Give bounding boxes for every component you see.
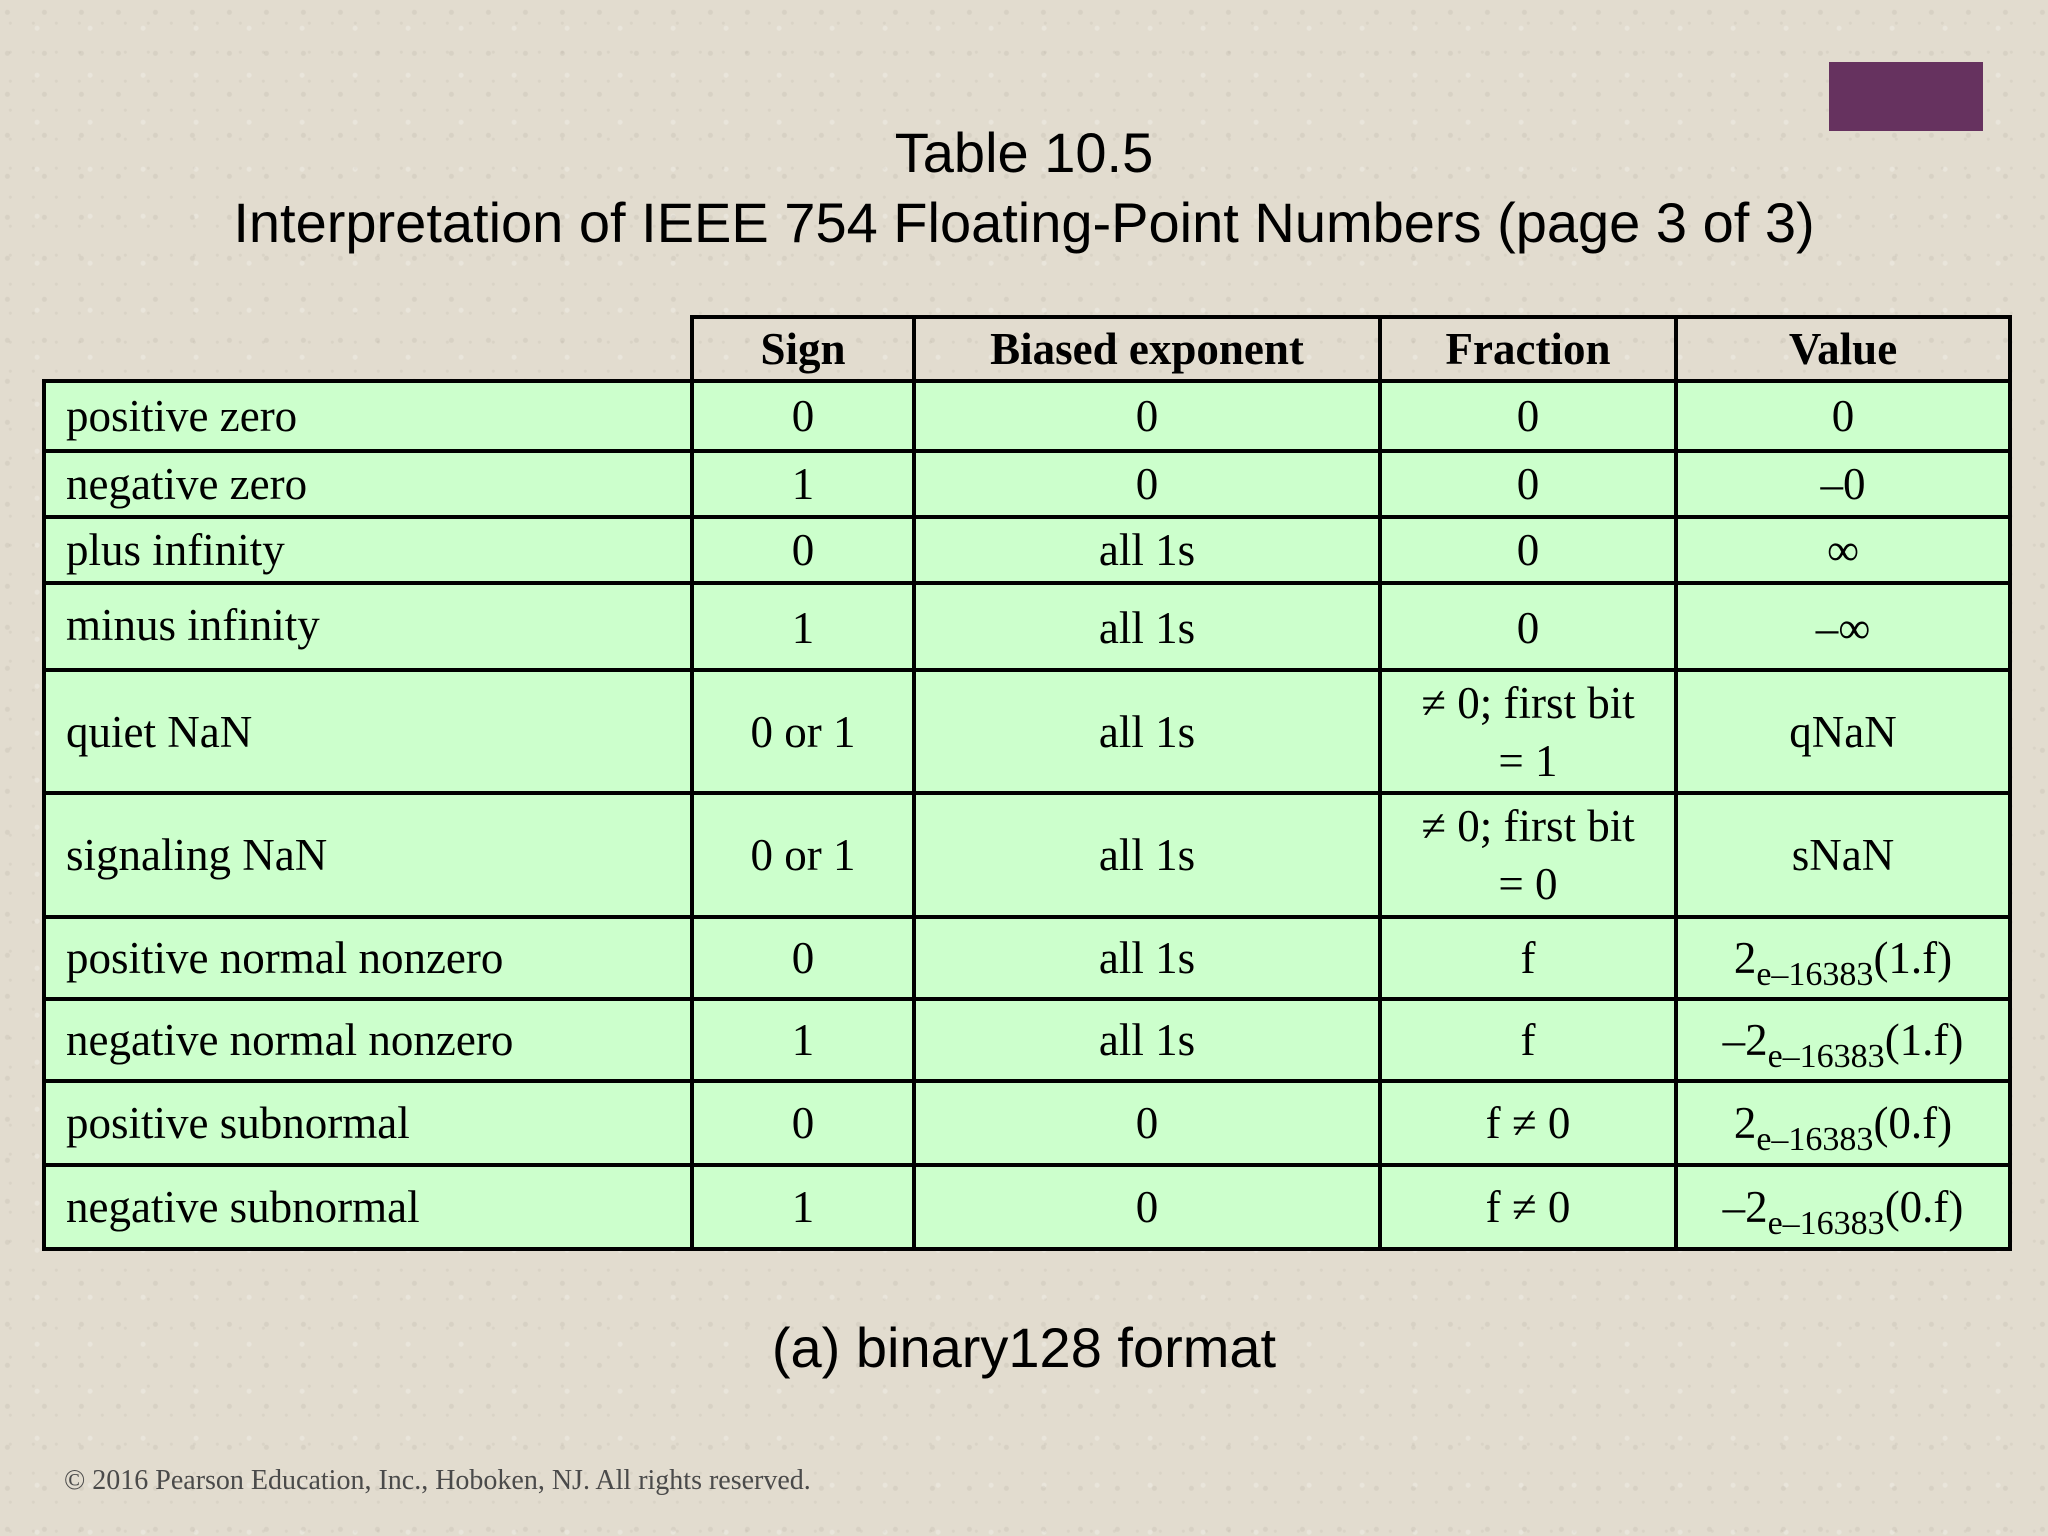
header-corner — [44, 317, 692, 381]
cell-fraction: 0 — [1380, 451, 1676, 517]
value-tail: (1.f) — [1873, 933, 1953, 983]
cell-fraction: f — [1380, 917, 1676, 999]
cell-value — [1676, 999, 2010, 1081]
table-number: Table 10.5 — [894, 121, 1154, 184]
row-label: positive normal nonzero — [44, 917, 692, 999]
table-row — [44, 1165, 2010, 1249]
value-exponent: e–16383 — [1767, 1038, 1885, 1075]
cell-exponent: 0 — [914, 1165, 1380, 1249]
row-label: negative normal nonzero — [44, 999, 692, 1081]
cell-exponent: all 1s — [914, 517, 1380, 583]
cell-sign: 0 — [692, 381, 914, 451]
fraction-line: ≠ 0; first bit — [1421, 677, 1635, 728]
fraction-line: = 1 — [1498, 735, 1558, 786]
table-caption: (a) binary128 format — [771, 1316, 1277, 1379]
slide-title — [0, 118, 2048, 258]
header-sign: Sign — [692, 317, 914, 381]
value-base: 2 — [1733, 933, 1757, 983]
cell-exponent: all 1s — [914, 917, 1380, 999]
cell-exponent: 0 — [914, 381, 1380, 451]
cell-sign: 0 — [692, 517, 914, 583]
cell-value — [1676, 917, 2010, 999]
table-title: Interpretation of IEEE 754 Floating-Point Numbers (page 3 of 3) — [233, 191, 1815, 254]
cell-value: sNaN — [1676, 793, 2010, 917]
row-label: negative subnormal — [44, 1165, 692, 1249]
row-label: positive subnormal — [44, 1081, 692, 1165]
row-label: signaling NaN — [44, 793, 692, 917]
cell-exponent: all 1s — [914, 670, 1380, 793]
table-row — [44, 583, 2010, 670]
copyright-notice: © 2016 Pearson Education, Inc., Hoboken, NJ. All rights reserved. — [64, 1465, 811, 1496]
value-base: –2 — [1722, 1015, 1768, 1065]
fraction-line: = 0 — [1498, 859, 1558, 909]
cell-value: 0 — [1676, 381, 2010, 451]
ieee754-interpretation-table — [42, 315, 2012, 1251]
cell-exponent: all 1s — [914, 999, 1380, 1081]
cell-value — [1676, 1165, 2010, 1249]
value-tail: (0.f) — [1873, 1098, 1953, 1148]
table-row — [44, 381, 2010, 451]
cell-fraction: f ≠ 0 — [1380, 1165, 1676, 1249]
value-base: 2 — [1733, 1098, 1757, 1148]
fraction-line: ≠ 0; first bit — [1421, 801, 1635, 851]
cell-fraction: 0 — [1380, 583, 1676, 670]
cell-sign: 1 — [692, 583, 914, 670]
table-row — [44, 451, 2010, 517]
cell-fraction: 0 — [1380, 517, 1676, 583]
table-row — [44, 999, 2010, 1081]
cell-fraction: f ≠ 0 — [1380, 1081, 1676, 1165]
value-tail: (0.f) — [1884, 1182, 1964, 1232]
cell-sign: 0 or 1 — [692, 793, 914, 917]
row-label: plus infinity — [44, 517, 692, 583]
table-row — [44, 1081, 2010, 1165]
header-row — [44, 317, 2010, 381]
table-row — [44, 917, 2010, 999]
cell-exponent: 0 — [914, 451, 1380, 517]
header-value: Value — [1676, 317, 2010, 381]
cell-value: qNaN — [1676, 670, 2010, 793]
value-tail: (1.f) — [1884, 1015, 1964, 1065]
table-row — [44, 793, 2010, 917]
cell-sign: 0 — [692, 1081, 914, 1165]
cell-fraction — [1380, 670, 1676, 793]
cell-value: ∞ — [1676, 517, 2010, 583]
header-biased-exponent: Biased exponent — [914, 317, 1380, 381]
value-base: –2 — [1722, 1182, 1768, 1232]
table-row — [44, 670, 2010, 793]
cell-exponent: 0 — [914, 1081, 1380, 1165]
header-fraction: Fraction — [1380, 317, 1676, 381]
cell-sign: 0 — [692, 917, 914, 999]
row-label: negative zero — [44, 451, 692, 517]
cell-value: –∞ — [1676, 583, 2010, 670]
value-exponent: e–16383 — [1756, 1121, 1874, 1158]
cell-value — [1676, 1081, 2010, 1165]
value-exponent: e–16383 — [1756, 956, 1874, 993]
cell-sign: 1 — [692, 1165, 914, 1249]
row-label: positive zero — [44, 381, 692, 451]
row-label: minus infinity — [44, 583, 692, 670]
cell-sign: 0 or 1 — [692, 670, 914, 793]
value-exponent: e–16383 — [1767, 1205, 1885, 1242]
cell-value: –0 — [1676, 451, 2010, 517]
cell-fraction: f — [1380, 999, 1676, 1081]
cell-fraction — [1380, 793, 1676, 917]
row-label: quiet NaN — [44, 670, 692, 793]
cell-sign: 1 — [692, 451, 914, 517]
cell-fraction: 0 — [1380, 381, 1676, 451]
table-row — [44, 517, 2010, 583]
cell-exponent: all 1s — [914, 793, 1380, 917]
cell-exponent: all 1s — [914, 583, 1380, 670]
cell-sign: 1 — [692, 999, 914, 1081]
